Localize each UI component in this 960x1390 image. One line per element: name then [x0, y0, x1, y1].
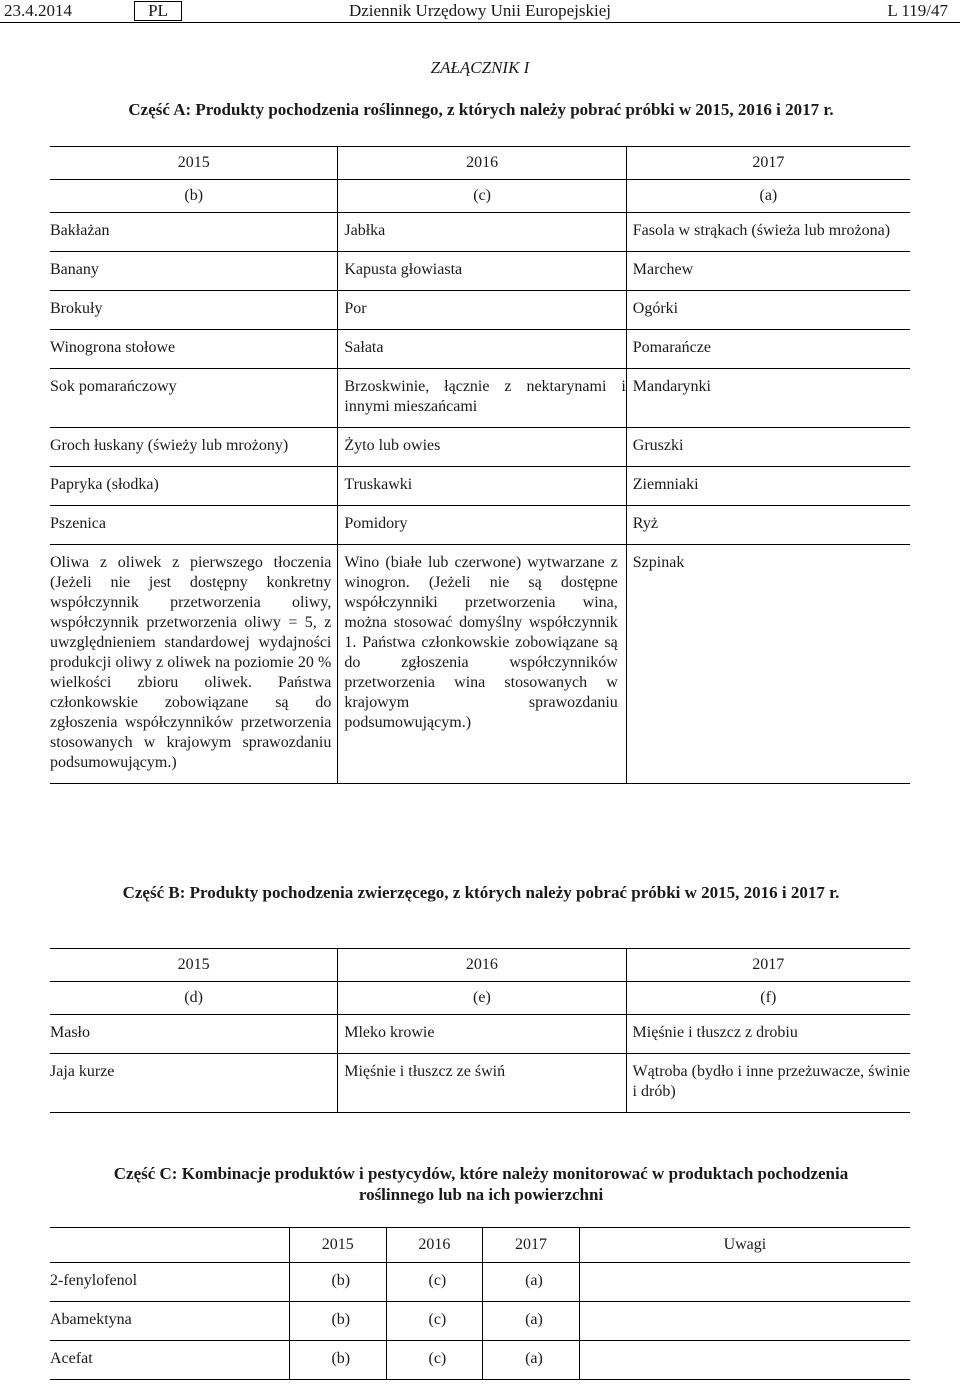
table-row: [50, 1054, 910, 1113]
code-cell: (c): [386, 1341, 483, 1380]
code-cell: (c): [386, 1302, 483, 1341]
part-a-table: [50, 146, 910, 784]
pesticide-cell: Acefat: [50, 1341, 290, 1380]
part-c-table: [50, 1227, 910, 1380]
table-row: [50, 252, 910, 291]
code-cell: (a): [483, 1302, 580, 1341]
language-badge: PL: [134, 1, 182, 21]
product-cell: Groch łuskany (świeży lub mrożony): [50, 428, 338, 467]
year-cell: 2015: [50, 949, 338, 982]
product-cell: Jabłka: [338, 213, 626, 252]
product-cell: Ogórki: [626, 291, 910, 330]
year-cell: 2016: [338, 147, 626, 180]
annex-title: ZAŁĄCZNIK I: [430, 58, 530, 77]
product-cell: Brokuły: [50, 291, 338, 330]
header-cell: 2015: [290, 1228, 387, 1263]
code-cell: (b): [290, 1302, 387, 1341]
part-b-table: [50, 948, 910, 1113]
part-b-title: Część B: Produkty pochodzenia zwierzęcego, z których należy pobrać próbki w 2015, 2016 i 2017 r.: [122, 883, 840, 902]
product-cell: Ziemniaki: [626, 467, 910, 506]
remarks-cell: [579, 1302, 910, 1341]
product-cell: Masło: [50, 1015, 338, 1054]
table-row: [50, 428, 910, 467]
product-cell: Kapusta głowiasta: [338, 252, 626, 291]
header-cell: 2016: [386, 1228, 483, 1263]
year-cell: 2015: [50, 147, 338, 180]
code-cell: (d): [50, 982, 338, 1015]
product-cell: Wino (białe lub czerwone) wytwarzane z winogron. (Jeżeli nie są dostępne współczynniki przetworzenia wina, można stosować domyślny współczynnik 1. Państwa członkowskie zobowiązane są do zgłoszenia współczynników przetworzenia wina stosowanych w krajowym sprawozdaniu podsumowującym.): [338, 545, 626, 784]
product-cell: Winogrona stołowe: [50, 330, 338, 369]
product-cell: Oliwa z oliwek z pierwszego tłoczenia (Jeżeli nie jest dostępny konkretny współczynnik przetworzenia oliwy, współczynnik przetworzenia oliwy = 5, z uwzględnieniem standardowej wydajności produkcji oliwy z oliwek na poziomie 20 % wielkości zbioru oliwek. Państwa członkowskie zobowiązane są do zgłoszenia współczynników przetworzenia stosowanych w krajowym sprawozdaniu podsumowującym.): [50, 545, 338, 784]
code-cell: (e): [338, 982, 626, 1015]
product-cell: Gruszki: [626, 428, 910, 467]
product-cell: Mandarynki: [626, 369, 910, 428]
table-row: [50, 330, 910, 369]
product-cell: Mięśnie i tłuszcz z drobiu: [626, 1015, 910, 1054]
part-b-years-row: [50, 949, 910, 982]
product-cell: Banany: [50, 252, 338, 291]
page-header: [0, 0, 960, 23]
pesticide-cell: Abamektyna: [50, 1302, 290, 1341]
code-cell: (a): [483, 1341, 580, 1380]
part-a-years-row: [50, 147, 910, 180]
product-cell: Wątroba (bydło i inne przeżuwacze, świnie i drób): [626, 1054, 910, 1113]
product-cell: Sałata: [338, 330, 626, 369]
code-cell: (a): [483, 1263, 580, 1302]
code-cell: (b): [290, 1263, 387, 1302]
product-cell: Pszenica: [50, 506, 338, 545]
part-b-codes-row: [50, 982, 910, 1015]
publication-date: 23.4.2014: [4, 1, 72, 20]
page-number: L 119/47: [887, 1, 948, 20]
remarks-cell: [579, 1341, 910, 1380]
year-cell: 2017: [626, 147, 910, 180]
remarks-cell: [579, 1263, 910, 1302]
product-cell: Żyto lub owies: [338, 428, 626, 467]
header-cell: [50, 1228, 290, 1263]
code-cell: (c): [338, 180, 626, 213]
part-c-title: Część C: Kombinacje produktów i pestycydów, które należy monitorować w produktach pochodzenia roślinnego lub na ich powierzchni: [113, 1164, 849, 1204]
table-row: [50, 213, 910, 252]
journal-title: Dziennik Urzędowy Unii Europejskiej: [348, 1, 611, 20]
table-row: [50, 1015, 910, 1054]
header-cell: Uwagi: [579, 1228, 910, 1263]
product-cell: Brzoskwinie, łącznie z nektarynami i innymi mieszańcami: [338, 369, 626, 428]
product-cell: Sok pomarańczowy: [50, 369, 338, 428]
product-cell: Por: [338, 291, 626, 330]
part-a-title: Część A: Produkty pochodzenia roślinnego, z których należy pobrać próbki w 2015, 2016 i 2017 r.: [128, 100, 834, 119]
product-cell: Jaja kurze: [50, 1054, 338, 1113]
table-row: [50, 467, 910, 506]
product-cell: Marchew: [626, 252, 910, 291]
table-row: [50, 369, 910, 428]
table-row: [50, 1341, 910, 1380]
table-row: [50, 291, 910, 330]
product-cell: Truskawki: [338, 467, 626, 506]
product-cell: Pomidory: [338, 506, 626, 545]
product-cell: Fasola w strąkach (świeża lub mrożona): [626, 213, 910, 252]
header-cell: 2017: [483, 1228, 580, 1263]
part-c-header-row: [50, 1228, 910, 1263]
code-cell: (b): [290, 1341, 387, 1380]
table-row: [50, 545, 910, 784]
product-cell: Szpinak: [626, 545, 910, 784]
product-cell: Bakłażan: [50, 213, 338, 252]
year-cell: 2017: [626, 949, 910, 982]
product-cell: Ryż: [626, 506, 910, 545]
table-row: [50, 1263, 910, 1302]
table-row: [50, 1302, 910, 1341]
product-cell: Mleko krowie: [338, 1015, 626, 1054]
product-cell: Pomarańcze: [626, 330, 910, 369]
table-row: [50, 506, 910, 545]
part-a-codes-row: [50, 180, 910, 213]
year-cell: 2016: [338, 949, 626, 982]
pesticide-cell: 2-fenylofenol: [50, 1263, 290, 1302]
product-cell: Mięśnie i tłuszcz ze świń: [338, 1054, 626, 1113]
product-cell: Papryka (słodka): [50, 467, 338, 506]
code-cell: (b): [50, 180, 338, 213]
code-cell: (a): [626, 180, 910, 213]
code-cell: (c): [386, 1263, 483, 1302]
code-cell: (f): [626, 982, 910, 1015]
